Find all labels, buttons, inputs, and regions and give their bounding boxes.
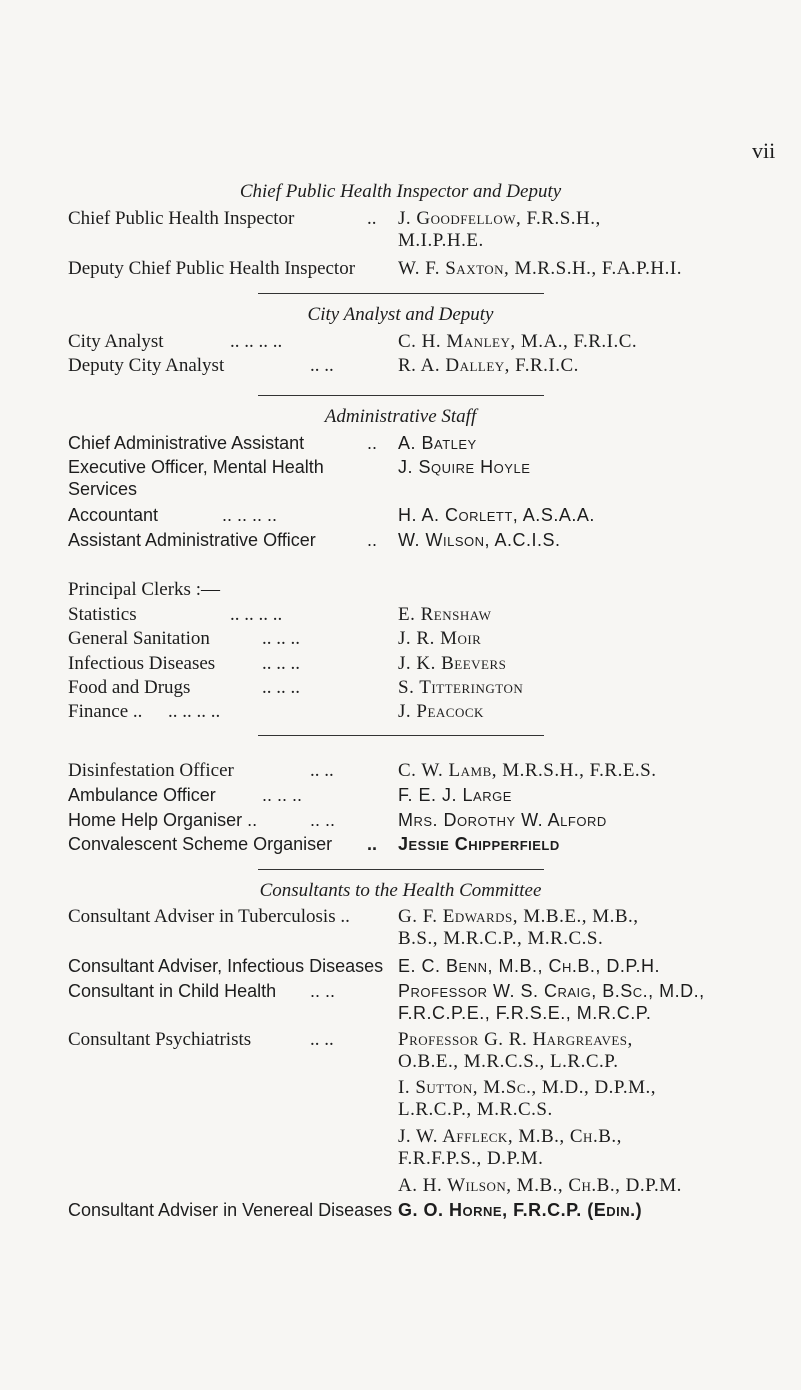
staff-role: Assistant Administrative Officer — [68, 530, 316, 550]
staff-name: J. Goodfellow, F.R.S.H., M.I.P.H.E. — [398, 208, 601, 251]
staff-name: Mrs. Dorothy W. Alford — [398, 810, 607, 830]
dot-leader: .. — [367, 433, 378, 453]
dot-leader: .. — [367, 208, 377, 229]
section-divider — [258, 735, 544, 736]
staff-role: Disinfestation Officer — [68, 760, 234, 781]
dot-leader: .. .. .. .. — [168, 701, 221, 722]
staff-role: Food and Drugs — [68, 677, 191, 698]
staff-role: Consultant Adviser in Tuberculosis .. — [68, 906, 350, 927]
staff-role: Executive Officer, Mental Health Services — [68, 457, 324, 499]
staff-name: I. Sutton, M.Sc., M.D., D.P.M., L.R.C.P., M.R.C.S. — [398, 1077, 657, 1120]
staff-name: W. Wilson, A.C.I.S. — [398, 530, 561, 550]
staff-name: J. R. Moir — [398, 628, 482, 649]
dot-leader: .. .. .. .. — [230, 331, 283, 352]
dot-leader: .. .. .. — [262, 785, 303, 805]
staff-name: R. A. Dalley, F.R.I.C. — [398, 355, 579, 376]
section-divider — [258, 869, 544, 870]
dot-leader: .. — [367, 834, 378, 854]
dot-leader: .. .. — [310, 355, 334, 376]
dot-leader: .. .. — [310, 810, 336, 830]
staff-role: Chief Administrative Assistant — [68, 433, 305, 453]
staff-name: H. A. Corlett, A.S.A.A. — [398, 505, 595, 525]
dot-leader: .. .. — [310, 760, 334, 781]
section-title-analyst: City Analyst and Deputy — [307, 304, 494, 325]
staff-name: J. W. Affleck, M.B., Ch.B., F.R.F.P.S., D.P.M. — [398, 1126, 622, 1169]
staff-role: Home Help Organiser .. — [68, 810, 258, 830]
staff-role: Accountant — [68, 505, 159, 525]
section-title-inspector: Chief Public Health Inspector and Deputy — [239, 181, 562, 202]
staff-name: J. K. Beevers — [398, 653, 507, 674]
staff-role: Infectious Diseases — [68, 653, 216, 674]
staff-name: G. F. Edwards, M.B.E., M.B., B.S., M.R.C.P., M.R.C.S. — [398, 906, 639, 949]
staff-name: E. C. Benn, M.B., Ch.B., D.P.H. — [398, 956, 661, 976]
staff-role: General Sanitation — [68, 628, 210, 649]
staff-name: J. Peacock — [398, 701, 484, 722]
staff-name: G. O. Horne, F.R.C.P. (Edin.) — [398, 1200, 643, 1220]
section-divider — [258, 293, 544, 294]
staff-name: Professor W. S. Craig, B.Sc., M.D., F.R.C.P.E., F.R.S.E., M.R.C.P. — [398, 981, 705, 1023]
staff-role: City Analyst — [68, 331, 164, 352]
staff-role: Deputy City Analyst — [68, 355, 225, 376]
staff-name: J. Squire Hoyle — [398, 457, 531, 477]
dot-leader: .. .. .. — [262, 628, 300, 649]
staff-role: Ambulance Officer — [68, 785, 216, 805]
dot-leader: .. .. .. — [262, 677, 300, 698]
dot-leader: .. .. — [310, 981, 336, 1001]
staff-name: A. Batley — [398, 433, 477, 453]
staff-name: S. Titterington — [398, 677, 524, 698]
dot-leader: .. .. — [310, 1029, 334, 1050]
staff-role: Chief Public Health Inspector — [68, 208, 295, 229]
section-title-admin: Administrative Staff — [324, 406, 477, 427]
dot-leader: .. — [367, 530, 378, 550]
staff-name: E. Renshaw — [398, 604, 492, 625]
staff-role: Consultant Adviser, Infectious Diseases — [68, 956, 384, 976]
staff-name: F. E. J. Large — [398, 785, 512, 805]
staff-name: Jessie Chipperfield — [398, 834, 560, 854]
staff-role: Consultant Adviser in Venereal Diseases — [68, 1200, 393, 1220]
staff-role: Deputy Chief Public Health Inspector — [68, 258, 356, 279]
dot-leader: .. .. .. .. — [222, 505, 278, 525]
page-number: vii — [752, 138, 776, 163]
staff-role: Consultant Psychiatrists — [68, 1029, 252, 1050]
section-title-consultants: Consultants to the Health Committee — [259, 880, 542, 901]
dot-leader: .. .. .. — [262, 653, 300, 674]
staff-role: Statistics — [68, 604, 137, 625]
staff-role: Finance .. — [68, 701, 143, 722]
staff-role: Consultant in Child Health — [68, 981, 277, 1001]
staff-name: C. H. Manley, M.A., F.R.I.C. — [398, 331, 638, 352]
clerks-heading: Principal Clerks :— — [68, 579, 220, 600]
staff-name: Professor G. R. Hargreaves, O.B.E., M.R.C.S., L.R.C.P. — [398, 1029, 633, 1072]
section-divider — [258, 395, 544, 396]
dot-leader: .. .. .. .. — [230, 604, 283, 625]
staff-name: A. H. Wilson, M.B., Ch.B., D.P.M. — [398, 1175, 682, 1196]
staff-role: Convalescent Scheme Organiser — [68, 834, 333, 854]
staff-name: W. F. Saxton, M.R.S.H., F.A.P.H.I. — [398, 258, 682, 279]
staff-name: C. W. Lamb, M.R.S.H., F.R.E.S. — [398, 760, 657, 781]
